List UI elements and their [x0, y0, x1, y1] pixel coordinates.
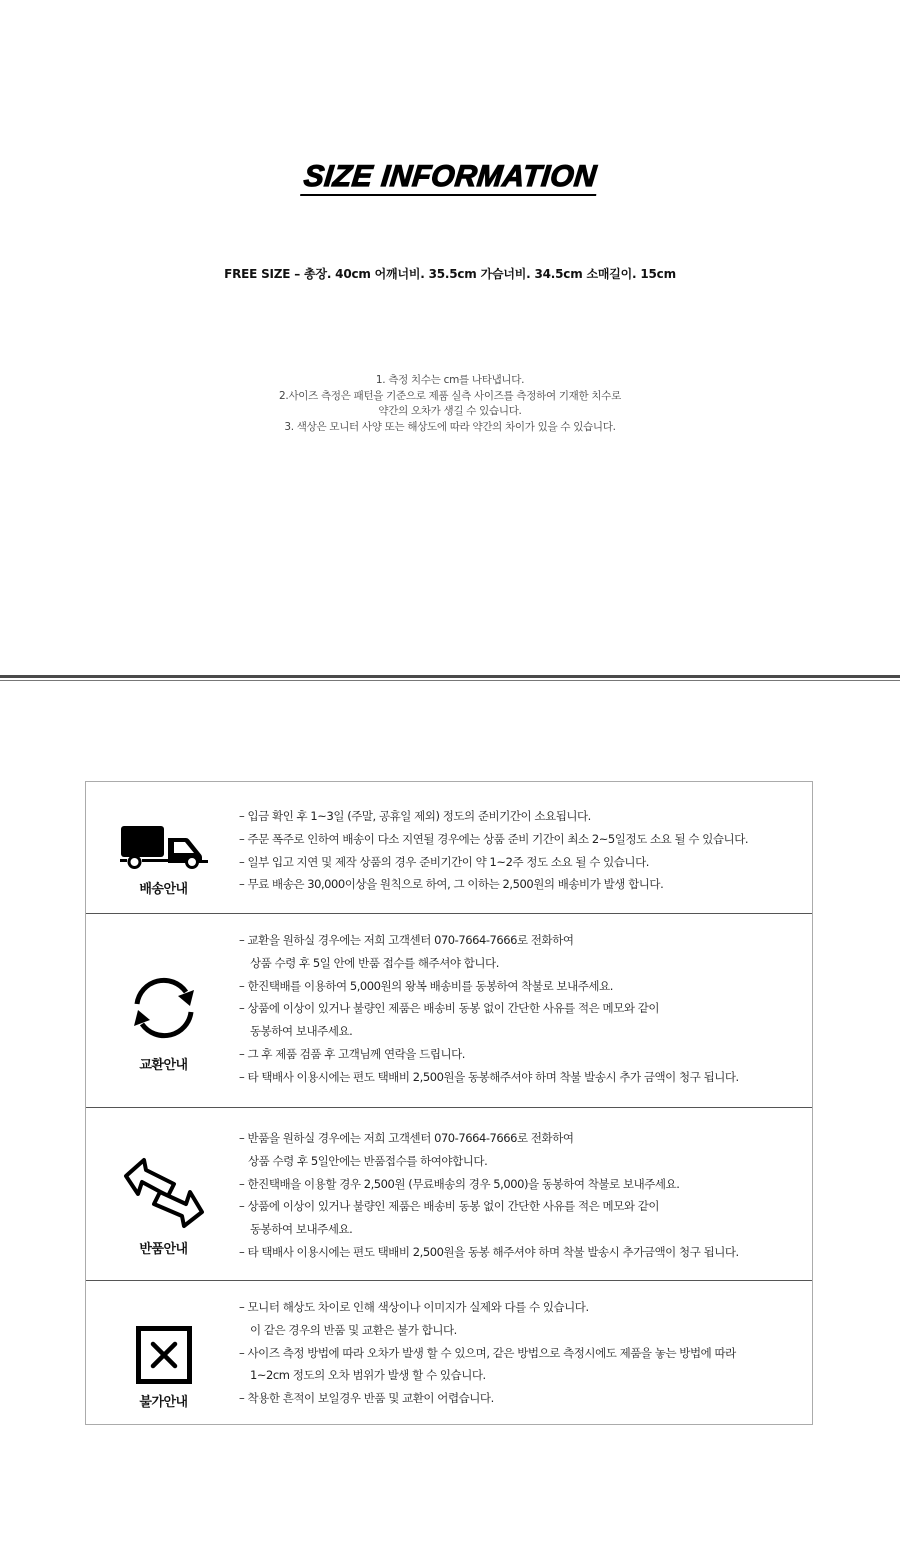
size-information-title	[0, 160, 900, 196]
return-text	[239, 1127, 812, 1264]
return-info-row	[86, 1108, 812, 1281]
shipping-line: – 무료 배송은 30,000이상을 원칙으로 하여, 그 이하는 2,500원의 배송비가 발생 합니다.	[239, 877, 664, 892]
not-allowed-line: – 착용한 흔적이 보일경우 반품 및 교환이 어렵습니다.	[239, 1391, 494, 1406]
not-allowed-line: 1~2cm 정도의 오차 범위가 발생 할 수 있습니다.	[250, 1368, 486, 1383]
return-label: 반품안내	[139, 1242, 188, 1257]
section-divider-thick	[0, 675, 900, 678]
not-allowed-line: – 사이즈 측정 방법에 따라 오차가 발생 할 수 있으며, 같은 방법으로 측정시에도 제품을 놓는 방법에 따라	[239, 1345, 736, 1360]
exchange-line: – 상품에 이상이 있거나 불량인 제품은 배송비 동봉 없이 간단한 사유를 적은 메모와 같이	[239, 1001, 660, 1016]
return-icon-column	[86, 1108, 241, 1280]
note-line: 2.사이즈 측정은 패턴을 기준으로 제품 실측 사이즈를 측정하여 기재한 치수로	[279, 389, 621, 402]
return-line: – 반품을 원하실 경우에는 저희 고객센터 070-7664-7666로 전화하여	[239, 1131, 574, 1145]
not-allowed-icon-column	[86, 1281, 241, 1424]
exchange-line: 동봉하여 보내주세요.	[250, 1024, 353, 1039]
measurement-notes	[0, 373, 900, 435]
refresh-cycle-icon	[128, 972, 200, 1044]
return-line: – 타 택배사 이용시에는 편도 택배비 2,500원을 동봉 해주셔야 하며 착불 발송시 추가금액이 청구 됩니다.	[239, 1244, 739, 1259]
shipping-label: 배송안내	[139, 882, 188, 897]
not-allowed-line: – 모니터 해상도 차이로 인해 색상이나 이미지가 실제와 다를 수 있습니다.	[239, 1300, 589, 1314]
return-line: 동봉하여 보내주세요.	[250, 1222, 353, 1237]
note-line: 3. 색상은 모니터 사양 또는 해상도에 따라 약간의 차이가 있을 수 있습니다.	[284, 420, 616, 433]
shipping-info-row	[86, 782, 812, 914]
not-allowed-text	[239, 1296, 812, 1410]
return-line: – 상품에 이상이 있거나 불량인 제품은 배송비 동봉 없이 간단한 사유를 적은 메모와 같이	[239, 1199, 660, 1214]
exchange-line: – 교환을 원하실 경우에는 저희 고객센터 070-7664-7666로 전화하여	[239, 933, 574, 947]
exchange-text	[239, 929, 812, 1089]
shipping-text	[239, 805, 812, 896]
not-allowed-line: 이 같은 경우의 반품 및 교환은 불가 합니다.	[250, 1322, 457, 1337]
truck-icon	[118, 825, 210, 871]
exchange-label: 교환안내	[139, 1058, 188, 1073]
note-line: 1. 측정 치수는 cm를 나타냅니다.	[375, 374, 525, 386]
exchange-info-row	[86, 914, 812, 1108]
exchange-line: 상품 수령 후 5일 안에 반품 접수를 해주셔야 합니다.	[250, 955, 499, 970]
not-allowed-label: 불가안내	[139, 1395, 188, 1410]
exchange-icon-column	[86, 914, 241, 1107]
exchange-line: – 한진택배를 이용하여 5,000원의 왕복 배송비를 동봉하여 착불로 보내주세요.	[239, 978, 613, 993]
exchange-line: – 그 후 제품 검품 후 고객님께 연락을 드립니다.	[239, 1046, 466, 1061]
not-allowed-info-row	[86, 1281, 812, 1424]
policy-info-box	[85, 781, 813, 1425]
size-spec-line: FREE SIZE – 총장. 40cm 어깨너비. 35.5cm 가슴너비. 34.5cm 소매길이. 15cm	[224, 267, 676, 281]
shipping-line: – 일부 입고 지연 및 제작 상품의 경우 준비기간이 약 1~2주 정도 소요 될 수 있습니다.	[239, 854, 649, 869]
shipping-icon-column	[86, 782, 241, 913]
section-divider-thin	[0, 680, 900, 681]
x-box-icon	[136, 1326, 192, 1384]
swap-arrows-icon	[122, 1156, 206, 1230]
exchange-line: – 타 택배사 이용시에는 편도 택배비 2,500원을 동봉해주셔야 하며 착불 발송시 추가 금액이 청구 됩니다.	[239, 1069, 739, 1084]
shipping-line: – 입금 확인 후 1~3일 (주말, 공휴일 제외) 정도의 준비기간이 소요됩니다.	[239, 809, 591, 823]
return-line: 상품 수령 후 5일안에는 반품접수를 하여야합니다.	[248, 1153, 488, 1168]
note-line: 약간의 오차가 생길 수 있습니다.	[378, 405, 522, 417]
shipping-line: – 주문 폭주로 인하여 배송이 다소 지연될 경우에는 상품 준비 기간이 최소 2~5일정도 소요 될 수 있습니다.	[239, 831, 749, 846]
title-text: SIZE INFORMATION	[300, 160, 600, 196]
return-line: – 한진택배을 이용할 경우 2,500원 (무료배송의 경우 5,000)을 동봉하여 착불로 보내주세요.	[239, 1176, 680, 1191]
